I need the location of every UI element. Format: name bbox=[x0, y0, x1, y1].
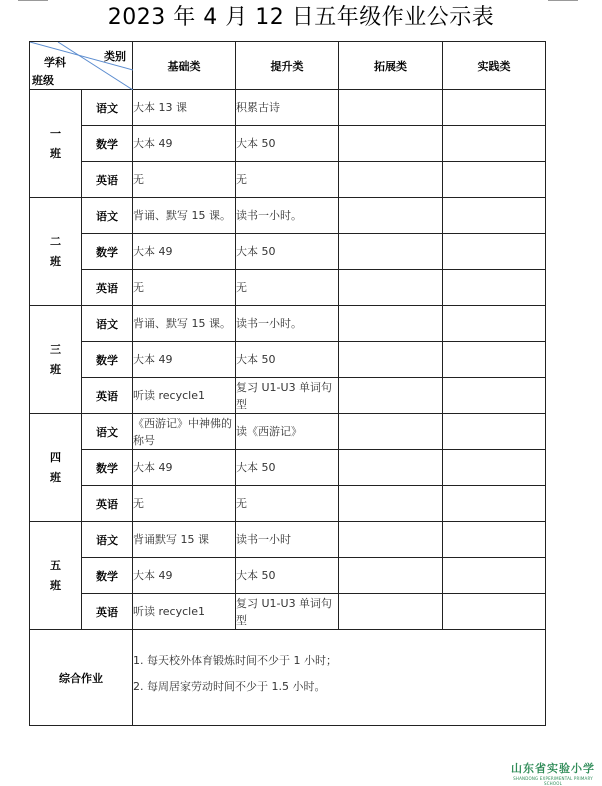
class-3-row-1 bbox=[30, 306, 546, 342]
advanced-homework-cell: 复习 U1-U3 单词句型 bbox=[236, 378, 339, 414]
school-logo-text: 山东省实验小学 bbox=[511, 762, 595, 775]
header-row bbox=[30, 42, 546, 90]
class-5-row-3 bbox=[30, 594, 546, 630]
advanced-homework-cell: 无 bbox=[236, 486, 339, 522]
class-2-row-2 bbox=[30, 234, 546, 270]
practice-homework-cell bbox=[443, 378, 546, 414]
class-name-cell: 一 班 bbox=[30, 90, 82, 198]
header-corner-cell bbox=[30, 42, 133, 90]
top-right-edge-mark bbox=[548, 0, 578, 1]
subject-cell: 英语 bbox=[82, 270, 133, 306]
practice-homework-cell bbox=[443, 162, 546, 198]
column-header-extended: 拓展类 bbox=[339, 42, 443, 90]
page-title: 2023 年 4 月 12 日五年级作业公示表 bbox=[107, 5, 495, 30]
subject-cell: 英语 bbox=[82, 594, 133, 630]
practice-homework-cell bbox=[443, 198, 546, 234]
class-2-row-1 bbox=[30, 198, 546, 234]
basic-homework-cell: 背诵、默写 15 课。 bbox=[133, 306, 236, 342]
extended-homework-cell bbox=[339, 270, 443, 306]
comprehensive-note-1: 1. 每天校外体育锻炼时间不少于 1 小时； bbox=[133, 653, 337, 667]
subject-cell: 语文 bbox=[82, 198, 133, 234]
advanced-homework-cell: 无 bbox=[236, 270, 339, 306]
school-logo-subtext: SHANDONG EXPERIMENTAL PRIMARY SCHOOL bbox=[513, 776, 593, 786]
basic-homework-cell: 《西游记》中神佛的称号 bbox=[133, 414, 236, 450]
column-header-practice: 实践类 bbox=[443, 42, 546, 90]
subject-cell: 数学 bbox=[82, 342, 133, 378]
subject-cell: 数学 bbox=[82, 126, 133, 162]
extended-homework-cell bbox=[339, 594, 443, 630]
corner-label-class: 班级 bbox=[32, 74, 54, 87]
practice-homework-cell bbox=[443, 342, 546, 378]
homework-table bbox=[29, 41, 546, 726]
corner-label-subject: 学科 bbox=[44, 56, 66, 69]
practice-homework-cell bbox=[443, 558, 546, 594]
basic-homework-cell: 无 bbox=[133, 162, 236, 198]
subject-cell: 英语 bbox=[82, 378, 133, 414]
basic-homework-cell: 大本 49 bbox=[133, 558, 236, 594]
practice-homework-cell bbox=[443, 414, 546, 450]
advanced-homework-cell: 大本 50 bbox=[236, 558, 339, 594]
practice-homework-cell bbox=[443, 270, 546, 306]
advanced-homework-cell: 大本 50 bbox=[236, 126, 339, 162]
advanced-homework-cell: 读书一小时。 bbox=[236, 198, 339, 234]
advanced-homework-cell: 读书一小时 bbox=[236, 522, 339, 558]
extended-homework-cell bbox=[339, 450, 443, 486]
class-name-cell: 三 班 bbox=[30, 306, 82, 414]
subject-cell: 英语 bbox=[82, 486, 133, 522]
basic-homework-cell: 背诵默写 15 课 bbox=[133, 522, 236, 558]
column-header-advanced: 提升类 bbox=[236, 42, 339, 90]
subject-cell: 数学 bbox=[82, 450, 133, 486]
advanced-homework-cell: 复习 U1-U3 单词句型 bbox=[236, 594, 339, 630]
extended-homework-cell bbox=[339, 558, 443, 594]
extended-homework-cell bbox=[339, 378, 443, 414]
column-header-basic: 基础类 bbox=[133, 42, 236, 90]
class-3-row-2 bbox=[30, 342, 546, 378]
class-1-row-1 bbox=[30, 90, 546, 126]
extended-homework-cell bbox=[339, 522, 443, 558]
extended-homework-cell bbox=[339, 162, 443, 198]
advanced-homework-cell: 无 bbox=[236, 162, 339, 198]
top-left-edge-mark bbox=[18, 0, 48, 1]
comprehensive-label: 综合作业 bbox=[30, 630, 133, 726]
subject-cell: 语文 bbox=[82, 306, 133, 342]
advanced-homework-cell: 读《西游记》 bbox=[236, 414, 339, 450]
comprehensive-note-2: 2. 每周居家劳动时间不少于 1.5 小时。 bbox=[133, 679, 326, 693]
class-4-row-2 bbox=[30, 450, 546, 486]
extended-homework-cell bbox=[339, 234, 443, 270]
advanced-homework-cell: 大本 50 bbox=[236, 450, 339, 486]
practice-homework-cell bbox=[443, 234, 546, 270]
extended-homework-cell bbox=[339, 198, 443, 234]
basic-homework-cell: 无 bbox=[133, 270, 236, 306]
subject-cell: 英语 bbox=[82, 162, 133, 198]
subject-cell: 语文 bbox=[82, 414, 133, 450]
class-5-row-1 bbox=[30, 522, 546, 558]
practice-homework-cell bbox=[443, 306, 546, 342]
extended-homework-cell bbox=[339, 126, 443, 162]
class-name-cell: 二 班 bbox=[30, 198, 82, 306]
class-3-row-3 bbox=[30, 378, 546, 414]
practice-homework-cell bbox=[443, 486, 546, 522]
basic-homework-cell: 背诵、默写 15 课。 bbox=[133, 198, 236, 234]
practice-homework-cell bbox=[443, 522, 546, 558]
class-5-row-2 bbox=[30, 558, 546, 594]
advanced-homework-cell: 大本 50 bbox=[236, 234, 339, 270]
basic-homework-cell: 大本 49 bbox=[133, 450, 236, 486]
extended-homework-cell bbox=[339, 342, 443, 378]
extended-homework-cell bbox=[339, 486, 443, 522]
comprehensive-row bbox=[30, 630, 546, 726]
practice-homework-cell bbox=[443, 126, 546, 162]
comprehensive-notes bbox=[133, 630, 546, 726]
subject-cell: 数学 bbox=[82, 558, 133, 594]
class-1-row-2 bbox=[30, 126, 546, 162]
subject-cell: 数学 bbox=[82, 234, 133, 270]
extended-homework-cell bbox=[339, 90, 443, 126]
class-name-cell: 四 班 bbox=[30, 414, 82, 522]
basic-homework-cell: 无 bbox=[133, 486, 236, 522]
practice-homework-cell bbox=[443, 594, 546, 630]
basic-homework-cell: 大本 49 bbox=[133, 342, 236, 378]
practice-homework-cell bbox=[443, 450, 546, 486]
practice-homework-cell bbox=[443, 90, 546, 126]
basic-homework-cell: 大本 49 bbox=[133, 126, 236, 162]
advanced-homework-cell: 积累古诗 bbox=[236, 90, 339, 126]
class-4-row-3 bbox=[30, 486, 546, 522]
extended-homework-cell bbox=[339, 306, 443, 342]
class-name-cell: 五 班 bbox=[30, 522, 82, 630]
school-logo bbox=[508, 760, 598, 786]
class-4-row-1 bbox=[30, 414, 546, 450]
advanced-homework-cell: 读书一小时。 bbox=[236, 306, 339, 342]
subject-cell: 语文 bbox=[82, 90, 133, 126]
corner-label-category: 类别 bbox=[104, 50, 126, 63]
advanced-homework-cell: 大本 50 bbox=[236, 342, 339, 378]
extended-homework-cell bbox=[339, 414, 443, 450]
subject-cell: 语文 bbox=[82, 522, 133, 558]
basic-homework-cell: 大本 49 bbox=[133, 234, 236, 270]
class-2-row-3 bbox=[30, 270, 546, 306]
basic-homework-cell: 听读 recycle1 bbox=[133, 378, 236, 414]
class-1-row-3 bbox=[30, 162, 546, 198]
basic-homework-cell: 听读 recycle1 bbox=[133, 594, 236, 630]
basic-homework-cell: 大本 13 课 bbox=[133, 90, 236, 126]
